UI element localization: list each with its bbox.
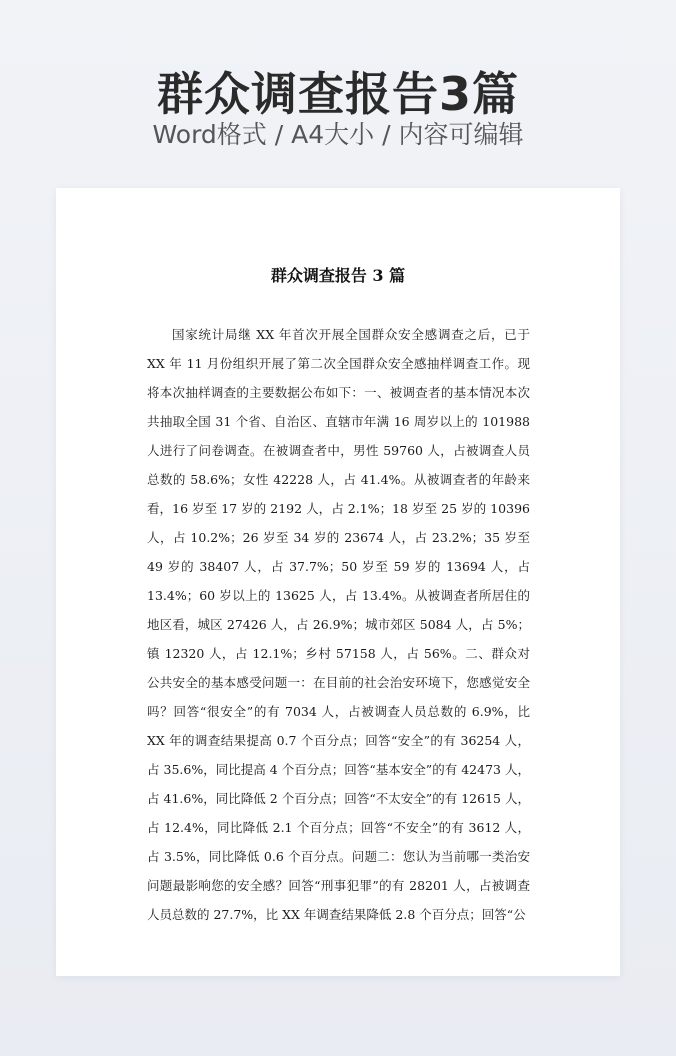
document-page	[56, 188, 620, 976]
document-title: 群众调查报告 3 篇	[270, 266, 406, 285]
document-body: 国家统计局继 XX 年首次开展全国群众安全感调查之后，已于 XX 年 11 月份组织开展了第二次全国群众安全感抽样调查工作。现将本次抽样调查的主要数据公布如下：一、被调查者的基本情况本次共抽取全国 31 个省、自治区、直辖市年满 16 周岁以上的 101988 人进行了问卷调查。在被调查者中，男性 59760 人，占被调查人员总数的 58.6%；女性 42228 人，占 41.4%。从被调查者的年龄来看，16 岁至 17 岁的 2192 人，占 2.1%；18 岁至 25 岁的 10396 人，占 10.2%；26 岁至 34 岁的 23674 人，占 23.2%；35 岁至 49 岁的 38407 人，占 37.7%；50 岁至 59 岁的 13694 人，占 13.4%；60 岁以上的 13625 人，占 13.4%。从被调查者所居住的地区看，城区 27426 人，占 26.9%；城市郊区 5084 人，占 5%；镇 12320 人，占 12.1%；乡村 57158 人，占 56%。二、群众对公共安全的基本感受问题一：在目前的社会治安环境下，您感觉安全吗？回答“很安全”的有 7034 人，占被调查人员总数的 6.9%，比 XX 年的调查结果提高 0.7 个百分点；回答“安全”的有 36254 人，占 35.6%，同比提高 4 个百分点；回答“基本安全”的有 42473 人，占 41.6%，同比降低 2 个百分点；回答“不太安全”的有 12615 人，占 12.4%，同比降低 2.1 个百分点；回答“不安全”的有 3612 人，占 3.5%，同比降低 0.6 个百分点。问题二：您认为当前哪一类治安问题最影响您的安全感？回答“刑事犯罪”的有 28201 人，占被调查人员总数的 27.7%，比 XX 年调查结果降低 2.8 个百分点；回答“公	[147, 327, 530, 922]
header-banner	[0, 0, 676, 180]
banner-title: 群众调查报告3篇	[156, 67, 519, 121]
banner-subtitle: Word格式 / A4大小 / 内容可编辑	[152, 120, 524, 149]
